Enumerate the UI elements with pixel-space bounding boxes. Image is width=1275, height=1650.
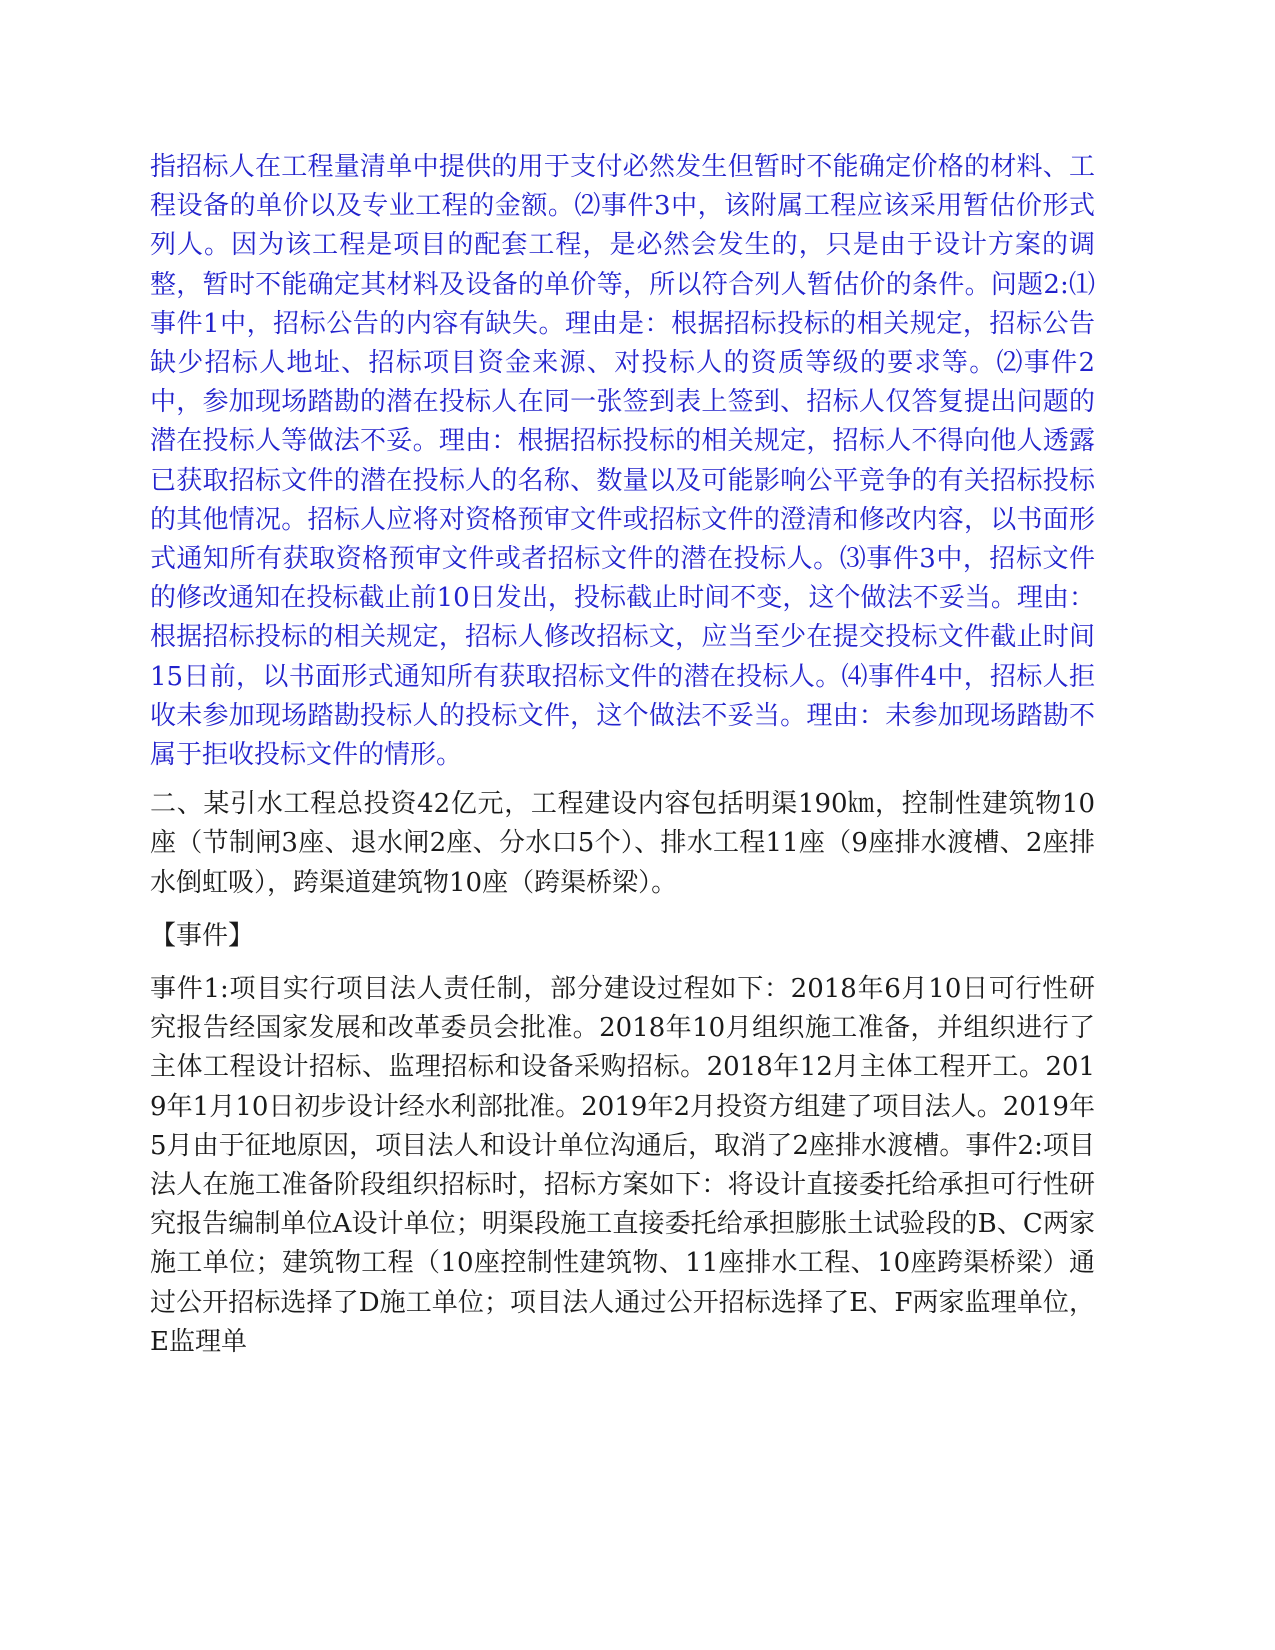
- events-paragraph: 事件1:项目实行项目法人责任制，部分建设过程如下：2018年6月10日可行性研究报告经国家发展和改革委员会批准。2018年10月组织施工准备，并组织进行了主体工程设计招标、监理招标和设备采购招标。2018年12月主体工程开工。2019年1月10日初步设计经水利部批准。2019年2月投资方组建了项目法人。2019年5月由于征地原因，项目法人和设计单位沟通后，取消了2座排水渡槽。事件2:项目法人在施工准备阶段组织招标时，招标方案如下：将设计直接委托给承担可行性研究报告编制单位A设计单位；明渠段施工直接委托给承担膨胀土试验段的B、C两家施工单位；建筑物工程（10座控制性建筑物、11座排水工程、10座跨渠桥梁）通过公开招标选择了D施工单位；项目法人通过公开招标选择了E、F两家监理单位，E监理单: [150, 974, 1095, 1357]
- answer-paragraph: 指招标人在工程量清单中提供的用于支付必然发生但暂时不能确定价格的材料、工程设备的单价以及专业工程的金额。⑵事件3中，该附属工程应该采用暂估价形式列人。因为该工程是项目的配套工程，是必然会发生的，只是由于设计方案的调整，暂时不能确定其材料及设备的单价等，所以符合列人暂估价的条件。问题2:⑴事件1中，招标公告的内容有缺失。理由是：根据招标投标的相关规定，招标公告缺少招标人地址、招标项目资金来源、对投标人的资质等级的要求等。⑵事件2中，参加现场踏勘的潜在投标人在同一张签到表上签到、招标人仅答复提出问题的潜在投标人等做法不妥。理由：根据招标投标的相关规定，招标人不得向他人透露已获取招标文件的潜在投标人的名称、数量以及可能影响公平竞争的有关招标投标的其他情况。招标人应将对资格预审文件或招标文件的澄清和修改内容，以书面形式通知所有获取资格预审文件或者招标文件的潜在投标人。⑶事件3中，招标文件的修改通知在投标截止前10日发出，投标截止时间不变，这个做法不妥当。理由：根据招标投标的相关规定，招标人修改招标文，应当至少在提交投标文件截止时间15日前，以书面形式通知所有获取招标文件的潜在投标人。⑷事件4中，招标人拒收未参加现场踏勘投标人的投标文件，这个做法不妥当。理由：未参加现场踏勘不属于拒收投标文件的情形。: [150, 152, 1095, 771]
- section-heading: 【事件】: [150, 920, 255, 951]
- question-intro-paragraph: 二、某引水工程总投资42亿元，工程建设内容包括明渠190㎞，控制性建筑物10座（节制闸3座、退水闸2座、分水口5个）、排水工程11座（9座排水渡槽、2座排水倒虹吸），跨渠道建筑物10座（跨渠桥梁）。: [150, 789, 1095, 898]
